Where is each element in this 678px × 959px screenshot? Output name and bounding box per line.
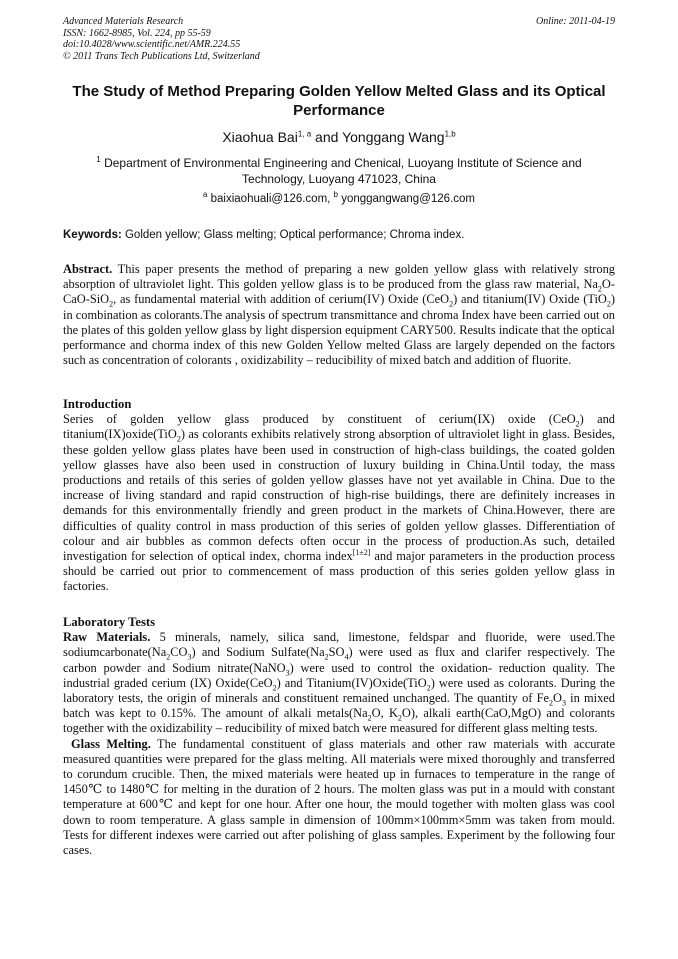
online-date: Online: 2011-04-19 <box>536 16 615 27</box>
laboratory-heading: Laboratory Tests <box>63 615 156 629</box>
abstract-text: ) in combination as colorants.The analysis of spectrum transmittance and chroma Index have been carried out on the plates of this golden yellow glass by light dispersion equipment CARY500. Results indicate that the optical performance and chorma index of this new Golden Yellow melted Glass are largely depended on the factors such as concentration of colorants , oxidizability – reducibility of mixed batch and addition of fluorite. <box>63 292 615 368</box>
raw-materials-label: Raw Materials. <box>63 630 151 645</box>
intro-text: and major parameters in the production process should be carried out prior to commencement of mass production of this series golden yellow glass in factories. <box>63 549 615 594</box>
lab-text: SO <box>328 645 345 660</box>
author-1-name: Xiaohua Bai <box>222 129 298 145</box>
lab-text: 5 minerals, namely, silica sand, limestone, feldspar and fluoride, were used.The sodiumcarbonate(Na <box>63 630 615 660</box>
subscript: 3 <box>561 698 566 708</box>
author-emails <box>63 190 615 205</box>
abstract-text: ) and titanium(IV) Oxide (TiO <box>453 292 607 307</box>
lab-text: ) were used to control the oxidation- reduction quality. The industrial graded cerium (IX) Oxide(CeO <box>63 660 615 690</box>
subscript: 2 <box>166 652 171 662</box>
laboratory-section <box>63 615 615 858</box>
introduction-paragraph <box>63 412 615 594</box>
affiliation-text: Department of Environmental Engineering and Chenical, Luoyang Institute of Science and Technology, Luoyang 471023, China <box>100 156 582 186</box>
author-1-affil-mark: 1, a <box>297 129 312 139</box>
abstract-text: O-CaO-SiO <box>63 277 615 307</box>
keywords-text: Golden yellow; Glass melting; Optical performance; Chroma index. <box>121 229 465 241</box>
subscript: 2 <box>597 284 602 294</box>
doi: doi:10.4028/www.scientific.net/AMR.224.55 <box>63 39 241 50</box>
lab-text: ) and Titanium(IV)Oxide(TiO <box>276 675 427 690</box>
subscript: 3 <box>187 652 192 662</box>
intro-text: Series of golden yellow glass produced by constituent of cerium(IX) oxide (CeO <box>63 412 576 427</box>
glass-melting-label: Glass Melting. <box>71 736 151 751</box>
abstract <box>63 262 615 368</box>
journal-name: Advanced Materials Research <box>63 16 184 27</box>
lab-text: O), alkali earth(CaO,MgO) and colorants together with the oxidizability – reducibility of mixed batch were measured for different glass melting tests. <box>63 706 615 736</box>
paper-title: The Study of Method Preparing Golden Yellow Melted Glass and its Optical Performance <box>72 83 606 119</box>
subscript: 2 <box>449 299 454 309</box>
email-a: baixiaohuali@126.com, <box>207 193 334 205</box>
email-b: yonggangwang@126.com <box>338 193 475 205</box>
copyright: © 2011 Trans Tech Publications Ltd, Switzerland <box>63 50 260 62</box>
lab-text: CO <box>170 645 188 660</box>
affiliation <box>80 155 598 187</box>
author-conjunction: and <box>311 129 343 145</box>
intro-text: ) and titanium(IX)oxide(TiO <box>63 412 615 442</box>
subscript: 3 <box>285 668 290 678</box>
subscript: 2 <box>426 683 431 693</box>
raw-materials-paragraph <box>63 630 615 736</box>
subscript: 2 <box>367 713 372 723</box>
subscript: 2 <box>109 299 114 309</box>
citation-ref: [1±2] <box>352 547 371 557</box>
lab-text: The fundamental constituent of glass materials and other raw materials with accurate measured quantities were prepared for the glass melting. All materials were mixed thoroughly and transferred to corundum crucible. Then, the mixed materials were heated up in furnaces to temperature in the range of 1450℃ to 1480℃ for melting in the duration of 2 hours. The molten glass was put in a mould with constant temperature at 600℃ and kept for one hour. After one hour, the mould together with molten glass was cool down to room temperature. A glass sample in dimension of 100mm×100mm×5mm was taken from mould. Tests for different indexes were carried out after polishing of glass samples. Experiment by the following four cases. <box>63 736 615 858</box>
lab-text: in mixed batch was kept to 0.15%. The amount of alkali metals(Na <box>63 691 615 721</box>
author-2-affil-mark: 1,b <box>444 129 456 139</box>
lab-text: ) were used as flux and clarifer respectively. The carbon powder and Sodium nitrate(NaNO <box>63 645 615 675</box>
subscript: 2 <box>324 652 329 662</box>
journal-meta <box>63 16 260 62</box>
lab-text: O <box>553 691 562 706</box>
abstract-label: Abstract. <box>63 262 113 276</box>
subscript: 2 <box>549 698 553 708</box>
affiliation-mark: 1 <box>96 155 101 164</box>
introduction-section <box>63 397 615 595</box>
lab-text: O, K <box>371 706 398 721</box>
keywords <box>63 229 615 241</box>
author-2-name: Yonggang Wang <box>342 129 445 145</box>
abstract-text: This paper presents the method of preparing a new golden yellow glass with relatively strong absorption of ultraviolet light. This golden yellow glass is to be produced from the glass raw material, Na <box>63 262 615 292</box>
subscript: 4 <box>344 652 349 662</box>
lab-text: ) were used as colorants. During the laboratory tests, the origin of minerals and constituent remained unchanged. The quantity of Fe <box>63 675 615 706</box>
author-list <box>63 129 615 145</box>
email-a-mark: a <box>202 190 208 200</box>
intro-text: ) as colorants exhibits relatively strong absorption of ultraviolet light in glass. Besides, these golden yellow glass plates have been used in construction of high-class buildings, the coated golden yellow glasses have also been used in construction of luxury building in China.Until today, the mass productions and retails of this series of golden yellow glasses have not yet available in China. Due to the increase of living standard and rapid construction of high-rise buildings, there are definitely increases in demands for this environmentally friendly and green product in the markets of China.However, there are difficulties of quality control in mass production of this series of golden yellow glasses. Differentiation of colour and air bubbles as common defects often occur in the process of production.As such, detailed investigation for selection of optical index, chorma index <box>63 427 615 564</box>
subscript: 2 <box>606 299 611 309</box>
issn: ISSN: 1662-8985, Vol. 224, pp 55-59 <box>63 27 211 39</box>
subscript: 2 <box>272 683 277 693</box>
subscript: 2 <box>397 713 402 723</box>
lab-text: ) and Sodium Sulfate(Na <box>191 645 325 660</box>
subscript: 2 <box>575 419 580 429</box>
subscript: 2 <box>176 434 181 444</box>
email-b-mark: b <box>333 190 338 200</box>
introduction-heading: Introduction <box>63 397 132 411</box>
abstract-text: , as fundamental material with addition of cerium(IV) Oxide (CeO <box>113 292 450 307</box>
glass-melting-paragraph <box>63 737 615 859</box>
keywords-label: Keywords: <box>63 229 122 241</box>
abstract-paragraph <box>63 262 615 368</box>
